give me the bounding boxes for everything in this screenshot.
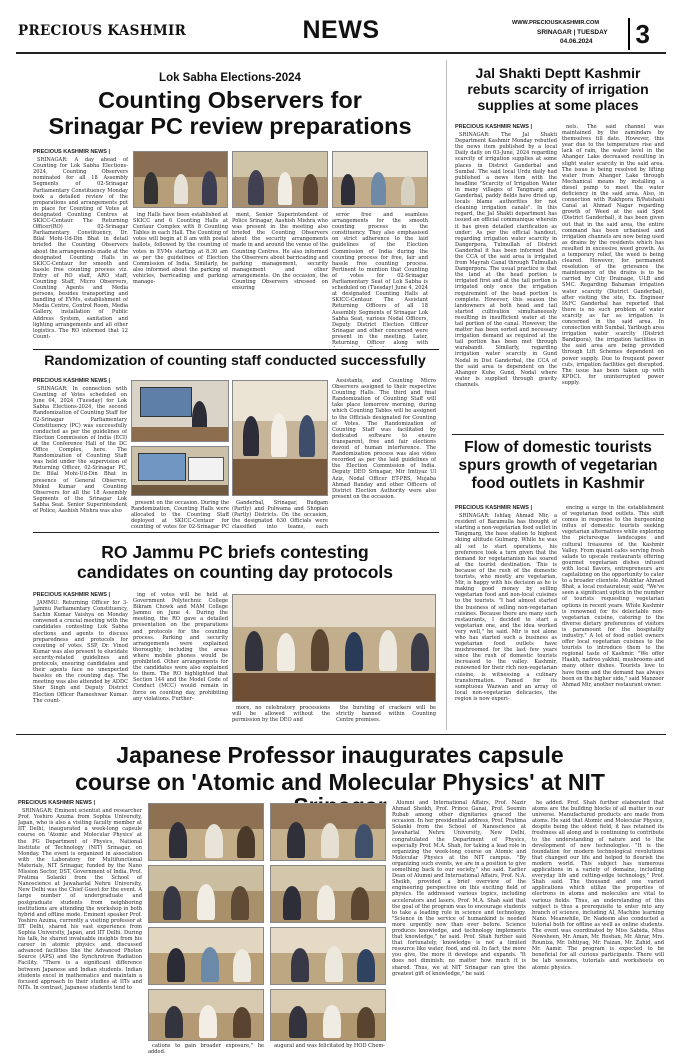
story2-column-1 <box>33 378 127 528</box>
masthead-rule <box>16 52 666 54</box>
divider-4 <box>16 734 666 735</box>
story6-photo-2 <box>148 865 264 923</box>
story5-headline-line1: Flow of domestic tourists <box>464 440 652 456</box>
story3-column-2 <box>133 592 228 720</box>
divider-3 <box>452 434 664 435</box>
story1-column-1 <box>33 149 128 347</box>
story5-col2-text: encing a surge in the establishment of vegetarian food outlets. This shift comes in response to the burgeoning influx of domestic tourists seeking vegetarian alternatives while exploring the picturesque landscapes and cultural treasures of the Kashmir Valley. From quaint cafes serving fresh salads to upscale restaurants offering gourmet vegetarian dishes infused with local flavors, entrepreneurs are capitalizing on the opportunity to cater to a broader clientele. Mukhtar Ahmad Bhat, a local restaurateur, said, "We've seen a significant uptick in the number of tourists requesting vegetarian options in recent years. While Kashmir is renowned for its delectable non-vegetarian cuisine, catering to the diverse dietary preferences of visitors is paramount for the hospitality industry." A lot of food outlet owners offer local vegetarian cuisines to the tourists to introduce them to the regional taste of Kashmir. "We offer Haakh, nadroo yakhni, mushrooms and many other dishes. Tourists love to have them and the demand has always been on the higher side," said Manzoor Ahmad Mir, another restaurant owner. <box>562 505 664 688</box>
story6-headline-line1: Japanese Professor inaugurates capsule <box>116 743 564 768</box>
story6-col4-text: Alumni and International Affairs, Prof. Nazir Ahmad Sheikh, Prof. Prince Ganai, Prof. Seemin Rubab among other dignitaries graced the occasion. In her presidential address, Prof. Pratima Solanki from the School of Nanoscience at Jawaharlal Nehru University, New Delhi, congratulated the Department of Physics, especially Prof. M.A. Shah, for taking a lead role in organizing the week-long course on Atomic and Molecular Physics at the NIT campus. "By organizing such events, we are in a position to give something back to our society," she said. Earlier Dean of Alumni and International Affairs, Prof. N.A. Sheikh, provided a brief overview of the engineering perspective on this exciting field of physics. He addressed various topics, including accelerators and lasers. Prof. M.A. Shah said that the goal of the program was to encourage students to take a leading role in science and technology. "Science in the service of humankind is needed more urgently now than ever before. Science produces knowledge, and technology implements that knowledge," he said. Prof. Shah further said that fortunately, knowledge is not a limited resource like water, food, and oil. In fact, the more you give, the more it develops and expands. "It does not diminish; no matter how much it is shared. Thus, we at NIT Srinagar can give the greatest gift of knowledge," he said. <box>392 800 526 977</box>
masthead <box>0 0 680 54</box>
story6-photo-4 <box>148 989 264 1041</box>
story1-column-4 <box>332 212 428 347</box>
story6-photo-6 <box>270 865 386 923</box>
story3-byline: PRECIOUS KASHMIR NEWS | <box>33 592 111 598</box>
right-column-separator <box>446 60 447 730</box>
story5-headline-line3: food outlets in Kashmir <box>471 476 645 492</box>
divider-2 <box>33 532 439 533</box>
masthead-brand: PRECIOUS KASHMIR <box>18 23 187 39</box>
date: 04.06.2024 <box>560 38 593 45</box>
story4-column-2 <box>562 124 664 434</box>
story6-photo-8 <box>270 989 386 1041</box>
story2-photo-3 <box>232 380 328 496</box>
story1-col4-text: error free and seamless arrangements for the smooth counting process in the constituency. They also emphasised on strict adherence to the laid guidelines of the Election Commission of India during the counting process for free, fair and hassle free counting process. Pertinent to mention that Counting of votes for 02-Srinagar Parliamentary Seat of Lok Sabha is scheduled on (Tuesday) June 4, 2024 at designated Counting Halls at SKICC-Centaur. The Assistant Returning Officers of all 18 Assembly Segments of Srinagar Lok Sabha Seat, various Nodal Officers, Deputy District Election Officer Srinagar and other concerned were present in the meeting. Later, Returning Officer along with <box>332 212 428 346</box>
story6-photo-5 <box>270 803 386 861</box>
story4-byline: PRECIOUS KASHMIR NEWS | <box>455 124 533 130</box>
story4-headline-line1: Jal Shakti Deptt Kashmir <box>475 66 641 81</box>
story5-col1-text: SRINAGAR: Ishfaq Ahmad Mir, a resident of Baramulla has thought of starting a non-vegetarian food outlet in Tangmarg, the base station to highest skiing altitude Gulmarg. While he was all set to start operations, his preference took a turn given that the demand for vegetarianism has soared at the tourist destination. This is because of the rush of the domestic tourists, who mostly are vegetarian. Mir, is happy with his decision as he is making good money by selling vegetarian food and non-local cuisines to the tourists. "I had almost started the business of selling non-vegetarian cuisines. Because there are many such restaurants, I decided to start a vegetarian one, and the idea worked very well," he said. Mir is not alone who has started such a business as vegetarian food outlets have mushroomed for the last few years since the rush of domestic tourists increased to the valley. Kashmir, renowned for their rich non-vegetarian cuisine, is witnessing a culinary transformation. Famed for its sumptuous Wazwan and an array of local non-vegetarian delicacies, the region is now experi- <box>455 513 557 702</box>
story6-column-3 <box>270 1043 386 1055</box>
story2-column-2 <box>131 500 229 530</box>
story2-column-4 <box>332 378 436 530</box>
story4-headline-line3: supplies at some places <box>477 98 639 113</box>
story5-column-1 <box>455 505 557 727</box>
story6-column-5 <box>532 800 664 1050</box>
story1-headline-line2: Srinagar PC review preparations <box>48 114 412 139</box>
story1-headline-line1: Counting Observers for <box>98 88 362 113</box>
story2-col4-text: Assistants, and Counting Micro Observers assigned to their respective Counting Halls. The third and final Randomization of Counting Staff will take place tomorrow morning, during which Counting Tables will be assigned to the Officials designated for Counting of Votes. The Randomization of Counting Staff was facilitated by dedicated software to ensure transparent, free and fair elections devoid of human interference. The Randomization process was also video recorded as per the laid guidelines of the Election Commission of India. Deputy DEO Srinagar, Mir Imtiyaz Ul Aziz, Nodal Officer ET-PBS, Mujaba Ahmad Banday and other Officers of District Election Authority were also present on the occasion. <box>332 378 436 500</box>
page-number: 3 <box>628 18 650 50</box>
website: WWW.PRECIOUSKASHMIR.COM <box>512 20 600 26</box>
story3-col2-text: ing of votes will be held at Government Polytechnic College Bikram Chowk and MAM College Jammu on June 4. During the meeting, the RO gave a detailed presentation on the preparations and protocols for the counting process. Parking and security arrangements were explained thoroughly, including the areas where mobile phones would be prohibited. Other arrangements for the candidates were also explained to them. The RO highlighted that Section 144 and the Model Code of Conduct (MCC) would remain in force on counting day, prohibiting any violations. Further- <box>133 592 228 702</box>
story1-photo-2 <box>232 151 328 208</box>
story2-col1-text: SRINAGAR: In connection with Counting of Votes scheduled on June 04, 2024 (Tuesday) for Lok Sabha Elections-2024, the second Randomization of Counting Staff for 02-Srinagar Parliamentary Constituency (PC) was successfully conducted as per the guidelines of Election Commission of India (ECI) at the Conference Hall of the DC Office Complex, here. The Randomization of Counting Staff was held under the supervision of Returning Officer, 02-Srinagar PC, Dr. Bilal Mohi-Ud-Din Bhat in presence of General Observer, Mukul Kumar and Counting Observers for all the 18 Assembly Segments of the Srinagar Lok Sabha Seat. Senior Superintendent of Police, Aashish Mishra was also <box>33 386 127 514</box>
story6-photo-1 <box>148 803 264 861</box>
story6-headline-line2: course on 'Atomic and Molecular Physics' at NIT <box>75 770 605 795</box>
story1-photo-3 <box>332 151 428 208</box>
story6-photo-3 <box>148 927 264 985</box>
story1-col1-text: SRINAGAR: A day ahead of Counting for Lok Sabha Elections-2024, Counting Observers nominated for all 18 Assembly Segments of 02-Srinagar Parliamentary Constituency Monday took a detailed review of the preparations and arrangements put in place for Counting of Votes at designated Counting Centres at SKICC-Centaur. The Returning Officer(RO) 02-Srinagar Parliamentary Constituency, Dr. Bilal Mohi-Ud-Din Bhat in detail briefed the Counting Observers about the arrangements made at the designated Counting Halls in SKICC-Centaur for smooth and hassle free counting process viz. Entry of RO staff, ARO staff, Counting Staff, Micro Observers, Counting Agents and Media persons, besides transporting and handling of EVMs, establishment of Media Centre, Control Room, Media Gallery, installation of Public Address System, sanitation and lighting arrangements and all other logistics. The RO informed that 12 Count- <box>33 157 128 340</box>
story1-column-2 <box>133 212 228 347</box>
story5-byline: PRECIOUS KASHMIR NEWS | <box>455 505 533 511</box>
divider-1 <box>33 349 439 350</box>
story4-column-1 <box>455 124 557 434</box>
story5-column-2 <box>562 505 664 727</box>
dateline: SRINAGAR | TUESDAY <box>537 29 608 36</box>
story6-byline: PRECIOUS KASHMIR NEWS | <box>18 800 96 806</box>
section-title: NEWS <box>302 16 380 44</box>
story3-col4-text: the bursting of crackers will be strictly banned within Counting Centre premises. <box>336 705 436 724</box>
story3-photo <box>232 594 436 702</box>
story1-col2-text: ing Halls have been established at SKICC and 6 Counting Halls at Centaur Complex with 8 Counting Tables in each Hall. The Counting of votes will begin at 8 am with postal ballots, followed by the counting of votes in EVMs starting at 8.30 am as per the guidelines of Election Commission of India. Similarly, he also informed about the parking of vehicles, barricading and parking manage- <box>133 212 228 286</box>
story3-column-4 <box>336 705 436 727</box>
story2-byline: PRECIOUS KASHMIR NEWS | <box>33 378 111 384</box>
story6-col5-text: he added. Prof. Shah further elaborated that atoms are the building blocks of all matter in our universe. Manufactured products are made from atoms. He said that Atomic and Molecular Physics, despite being the oldest field, it has retained its freshness all along and is continuing to contribute to the understanding of nature and to the development of new technologies. "It is the foundation for modern technological revolutions that changed our life and helped to flourish the modern world. This subject has numerous applications in a variety of domains, including everyday life and cutting-edge technology," Prof. Shah said. The thousand and one varied applications which utilize the properties of electrons in atoms and molecules are vital to various fields. Thus, an understanding of this subject is thus a prerequisite to enter into any branch of science, including AI, Machine learning Nano. Meanwhile, Dr. Nadeem also conducted a tutorial both for offline as well as online students. The event was coordinated by Miss Sabida, Miss Nowsheen, Mr. Aman, Mr. Roshan, Mr. Abrar, Mrs. Rouniza, Mr. Ishtiyaq, Mr. Faizan, Mr. Zahid, and Mr. Aamir. The program is expected to be beneficial for all curious participants. There will be lab sessions, tutorials and worksheets on atomic physics. <box>532 800 664 971</box>
story2-col3-text: Ganderbal, Srinagar, Budgam (Partly) and Pulwama and Shopian (Partly) Districts. On the occasion, the designated 630 Officials were classified into teams, each <box>232 500 328 530</box>
story2-photo-2 <box>131 446 229 496</box>
story1-photo-1 <box>133 151 228 208</box>
story1-kicker: Lok Sabha Elections-2024 <box>159 72 301 84</box>
story2-column-3 <box>232 500 328 530</box>
story3-headline-line1: RO Jammu PC briefs contesting <box>101 543 369 562</box>
story6-column-4 <box>392 800 526 1050</box>
story2-col2-text: present on the occasion. During the Randomization, Counting Halls were allocated to the Counting Staff deployed at SKICC-Centaur for counting of votes for 02-Srinagar PC <box>131 500 229 530</box>
story3-col3-text: more, no celebratory processions will be allowed without the permission by the DEO and <box>232 705 330 724</box>
story6-photo-7 <box>270 927 386 985</box>
story3-column-3 <box>232 705 330 727</box>
story4-col2-text: nels. The said channel was maintained by the zamindars by themselves till date. However, this year due to the temperature rise and lack of rain, the water level in the Ahanger Lake decreased resulting in slight water scarcity in the said area. The issue is being resolved by lifting water from Ahanger Lake through Mechanical means by installing a diesel pump to meet the water deficiency in the said area. Also, in connection with Rakhpora B/Patshahi Canal at Ahmad Nagar regarding growth of Weed at the said Spot (District Ganderbal), it has been given out that in the said area, the entire command has been urbanised and irrigation channels are now being used as drains by the residents which has resulted in excessive weed growth. As a temporary relief, the weed is being cleared. However, for permanent resolution of the grievance the maintenance of the drains is to be carried by City Drainage, ULB and SMC. Regarding Bahaman irrigation water scarcity (District Ganderbal), after visiting the site, Ex. Engineer I&FC Ganderbal has reported that there is no such problem of water scarcity as far as irrigation is concerned in the said area. In connection with Sumbal, Yaribugh area irrigation water scarcity (District Bandipora), the irrigation facilities in the said area are being provided through Lift Schemes dependent on power supply. Due to frequent power cuts, irrigation facilities get disrupted. The issue has been taken up with KPDCL for uninterrupted power supply. <box>562 124 664 386</box>
story3-column-1 <box>33 592 128 720</box>
story3-col1-text: JAMMU: Returning Officer for 3-Jammu Parliamentary Constituency, Sachin Kumar Vaishya on Monday convened a crucial meeting with the candidates contesting Lok Sabha elections and agents to discuss preparedness and protocols for counting of votes. SSP, Dr. Vinod Kumar was also present to elucidate security-related guidelines and protocols, ensuring candidates and their agents face no unexpected hassles on the counting day. The meeting was also attended by ADDC Sher Singh and Deputy District Election Officer Rameshwar Kumar. The count- <box>33 600 128 704</box>
story6-column-1 <box>18 800 142 1050</box>
story6-col1-text: SRINAGAR: Eminent scientist and researcher Prof. Yoshiro Azuma from Sophia University, Japan, who is also a visiting faculty member at IIT Delhi, inaugurated a week-long capsule course on 'Atomic and Molecular Physics' at the PG Department of Physics, National Institute of Technology (NIT) Srinagar, on Monday. The event is organized in association with the Laboratory for Multifunctional Materials, NIT Srinagar, funded by the Nano Mission Sector, DST, Government of India. Prof. Pratima Solanki from the School of Nanoscience at Jawaharlal Nehru University, New Delhi was the Chief Guest for the event. A large number of undergraduate and postgraduate students from neighboring institutions are attending the workshop in both hybrid and offline mode. Eminent speaker Prof. Yoshiro Azuma, currently a visiting professor at IIT Delhi, shared his vast experience from Sophia University, Japan, and IIT Delhi. During his talk, he shared invaluable insights from his career in atomic physics and discussed advanced facilities like the Advanced Photon Source (APS) and the Synchrotron Radiation Facility. "There is a significant difference between Japanese and Indian students. Indian students excel in mathematics and maintain a focused approach to their studies at IITs and NITs. In contrast, Japanese students tend to <box>18 808 142 991</box>
story4-headline-line2: rebuts scarcity of irrigation <box>467 82 649 97</box>
story4-col1-text: SRINAGAR: The Jal Shakti Department Kashmir Monday rebutted the news item published by a local Daily daily on 03-June, 2024 regarding scarcity of irrigation supplies at some places in District Ganderbal and Sumbal. The said local Urdu daily had published a news item with the headline "Scarcity of Irrigation Water in many villages of Tangmarg and Ganderbal, paddy fields have dried up, locals blame authorities for not cleaning irrigation canals". In this regard, the Jal Shakti department has issued an official communique wherein it has given detailed clarification as under: As per the official handout, regarding irrigation water scarcity in Dangerpora, Tulmullah of District Ganderbal it has been informed that the CCA of the said area is irrigated from Mayrah Canal through Tulmullah Dangerpora. The usual practice is that the land at the head portion is irrigated first and at the tail portion is irrigated only once the irrigation requirement of the head portion is complete. However, this season the landowners at both head and tail started cultivation simultaneously resulting in insufficient water at the tail portion of the canal. However, the matter has been sorted and necessary irrigation demand as required at the tail portion has been met through warabandi. Similarly, regarding irrigation water scarcity in Gund Nodal in Dist Ganderbal, the CCA of the said area is dependent on the Ahanger Kuhe Gund, Nodal where water is supplied through gravity channels. <box>455 132 557 388</box>
story3-headline-line2: candidates on counting day protocols <box>77 563 393 582</box>
story5-headline-line2: spurs growth of vegetarian <box>458 458 658 474</box>
story1-column-3 <box>232 212 328 347</box>
story6-col2-text: cations to gain broader exposure," he added. <box>148 1043 264 1055</box>
story6-column-2 <box>148 1043 264 1055</box>
story2-photo-1 <box>131 380 229 442</box>
story6-col3-text: augural and was felicitated by HOD Chem- <box>274 1043 385 1049</box>
story1-col3-text: ment, Senior Superintendent of Police Srinagar, Aashish Mishra who was present in the meeting also briefed the Counting Observers about the security arrangements made in and around the venue of the Counting Centres. He also informed the Observers about barricading and parking management, security management and other arrangements. On the occasion, the Counting Observers stressed on ensuring <box>232 212 328 292</box>
story2-headline: Randomization of counting staff conducted successfully <box>44 354 426 369</box>
story1-byline: PRECIOUS KASHMIR NEWS | <box>33 149 111 155</box>
